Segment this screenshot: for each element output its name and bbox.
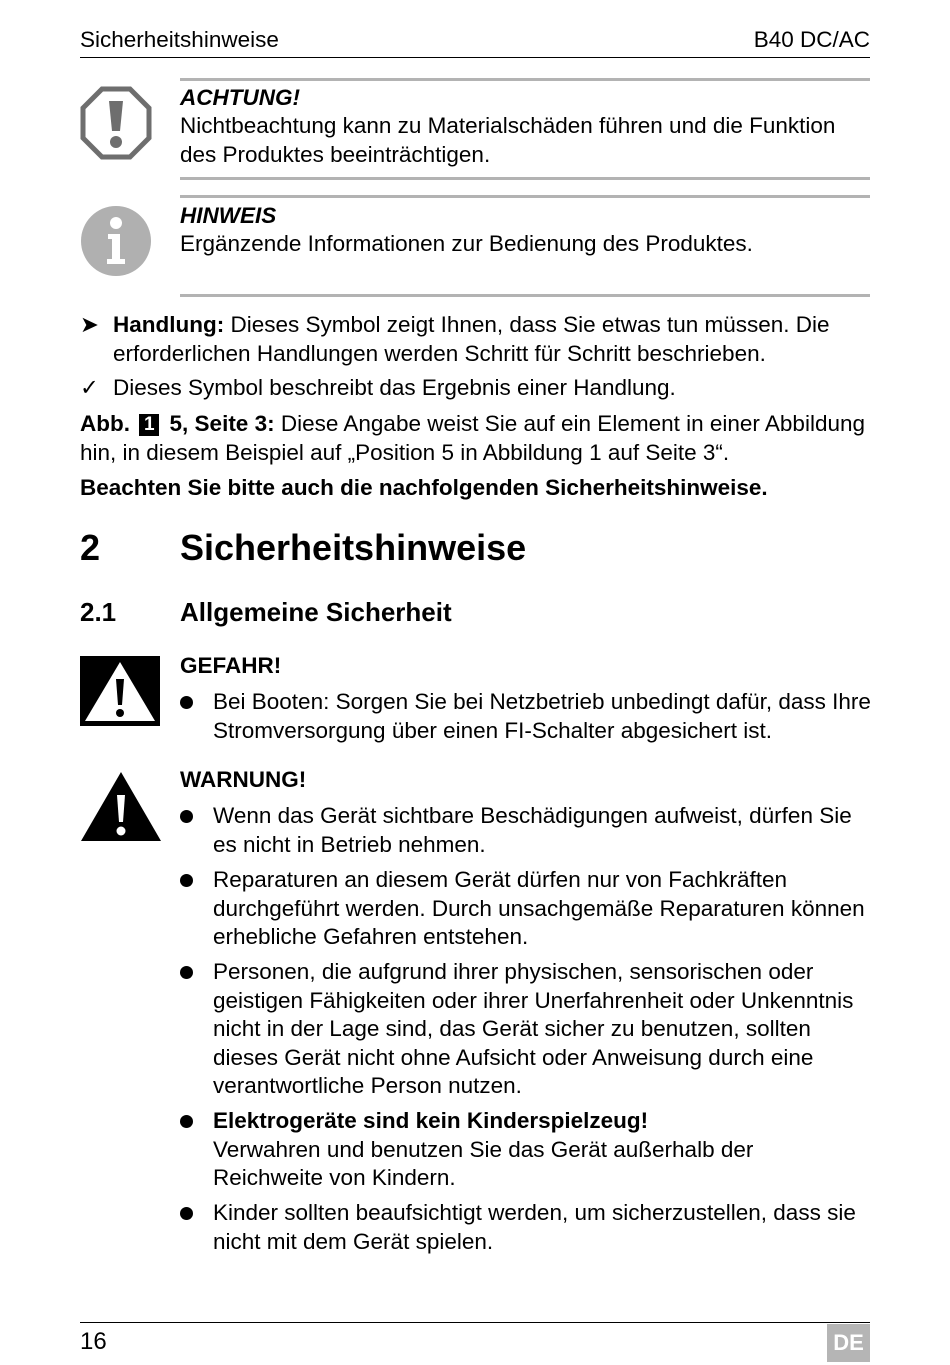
abb-ref: 5, Seite 3: bbox=[169, 411, 275, 436]
abb-label: Abb. bbox=[80, 411, 130, 436]
hinweis-title: HINWEIS bbox=[180, 203, 277, 228]
arrow-icon: ➤ bbox=[80, 312, 99, 337]
figure-number-box: 1 bbox=[139, 414, 159, 436]
section-title: Sicherheitshinweise bbox=[180, 527, 527, 568]
hinweis-top-rule bbox=[180, 195, 870, 198]
header-right: B40 DC/AC bbox=[753, 27, 870, 52]
bullet-icon bbox=[180, 696, 193, 709]
warnung-item-5: Kinder sollten beaufsichtigt werden, um sicherzustellen, dass sie nicht mit dem Gerät spielen. bbox=[213, 1200, 856, 1254]
achtung-top-rule bbox=[180, 78, 870, 81]
hinweis-bottom-rule bbox=[180, 294, 870, 297]
stop-exclamation-icon bbox=[80, 86, 152, 160]
check-icon: ✓ bbox=[80, 375, 99, 400]
bullet-icon bbox=[180, 966, 193, 979]
warnung-title: WARNUNG! bbox=[180, 767, 307, 792]
section-number: 2 bbox=[80, 527, 101, 568]
achtung-text: Nichtbeachtung kann zu Materialschäden führen und die Funktion des Produktes beeinträchtigen. bbox=[180, 113, 836, 167]
danger-triangle-icon bbox=[80, 656, 160, 726]
header-left: Sicherheitshinweise bbox=[80, 27, 279, 52]
abb-text: Diese Angabe weist Sie auf ein Element in einer Abbildung hin, in diesem Beispiel auf „Position 5 in Abbildung 1 auf Seite 3“. bbox=[80, 411, 865, 465]
ergebnis-text: Dieses Symbol beschreibt das Ergebnis einer Handlung. bbox=[113, 375, 676, 400]
page-number: 16 bbox=[80, 1328, 107, 1355]
hinweis-text: Ergänzende Informationen zur Bedienung des Produktes. bbox=[180, 231, 753, 256]
gefahr-item: Bei Booten: Sorgen Sie bei Netzbetrieb unbedingt dafür, dass Ihre Stromversorgung über einen FI-Schalter abgesichert ist. bbox=[213, 689, 871, 743]
achtung-title: ACHTUNG! bbox=[180, 85, 300, 110]
kinder-text: Verwahren und benutzen Sie das Gerät außerhalb der Reichweite von Kindern. bbox=[213, 1136, 754, 1190]
warnung-item-1: Wenn das Gerät sichtbare Beschädigungen aufweist, dürfen Sie es nicht in Betrieb nehmen. bbox=[213, 803, 852, 857]
handlung-text: Dieses Symbol zeigt Ihnen, dass Sie etwas tun müssen. Die erforderlichen Handlungen werden Schritt für Schritt beschrieben. bbox=[113, 312, 830, 366]
warnung-item-4 bbox=[213, 1107, 863, 1193]
warnung-item-2: Reparaturen an diesem Gerät dürfen nur von Fachkräften durchgeführt werden. Durch unsachgemäße Reparaturen können erhebliche Gefahren entstehen. bbox=[213, 867, 865, 949]
warnung-item-3: Personen, die aufgrund ihrer physischen, sensorischen oder geistigen Fähigkeiten oder ihrer Unerfahrenheit oder Unkenntnis nicht in der Lage sind, das Gerät sicher zu benutzen, sollten dieses Gerät nicht ohne Aufsicht oder Anweisung durch eine verantwortliche Person nutzen. bbox=[213, 959, 854, 1098]
kinder-bold-text: Elektrogeräte sind kein Kinderspielzeug! bbox=[213, 1108, 649, 1133]
bullet-icon bbox=[180, 1207, 193, 1220]
bullet-icon bbox=[180, 810, 193, 823]
subsection-title: Allgemeine Sicherheit bbox=[180, 597, 452, 627]
handlung-label: Handlung: bbox=[113, 312, 225, 337]
subsection-number: 2.1 bbox=[80, 597, 117, 627]
info-icon bbox=[80, 205, 152, 277]
language-badge: DE bbox=[827, 1324, 870, 1362]
bullet-icon bbox=[180, 1115, 193, 1128]
gefahr-title: GEFAHR! bbox=[180, 653, 282, 678]
header-rule bbox=[80, 57, 870, 58]
abb-paragraph bbox=[80, 410, 870, 467]
footer-rule bbox=[80, 1322, 870, 1323]
beachten-note: Beachten Sie bitte auch die nachfolgenden Sicherheitshinweise. bbox=[80, 475, 768, 500]
achtung-bottom-rule bbox=[180, 177, 870, 180]
warning-triangle-icon bbox=[80, 770, 162, 842]
bullet-icon bbox=[180, 874, 193, 887]
handlung-paragraph bbox=[113, 311, 873, 368]
